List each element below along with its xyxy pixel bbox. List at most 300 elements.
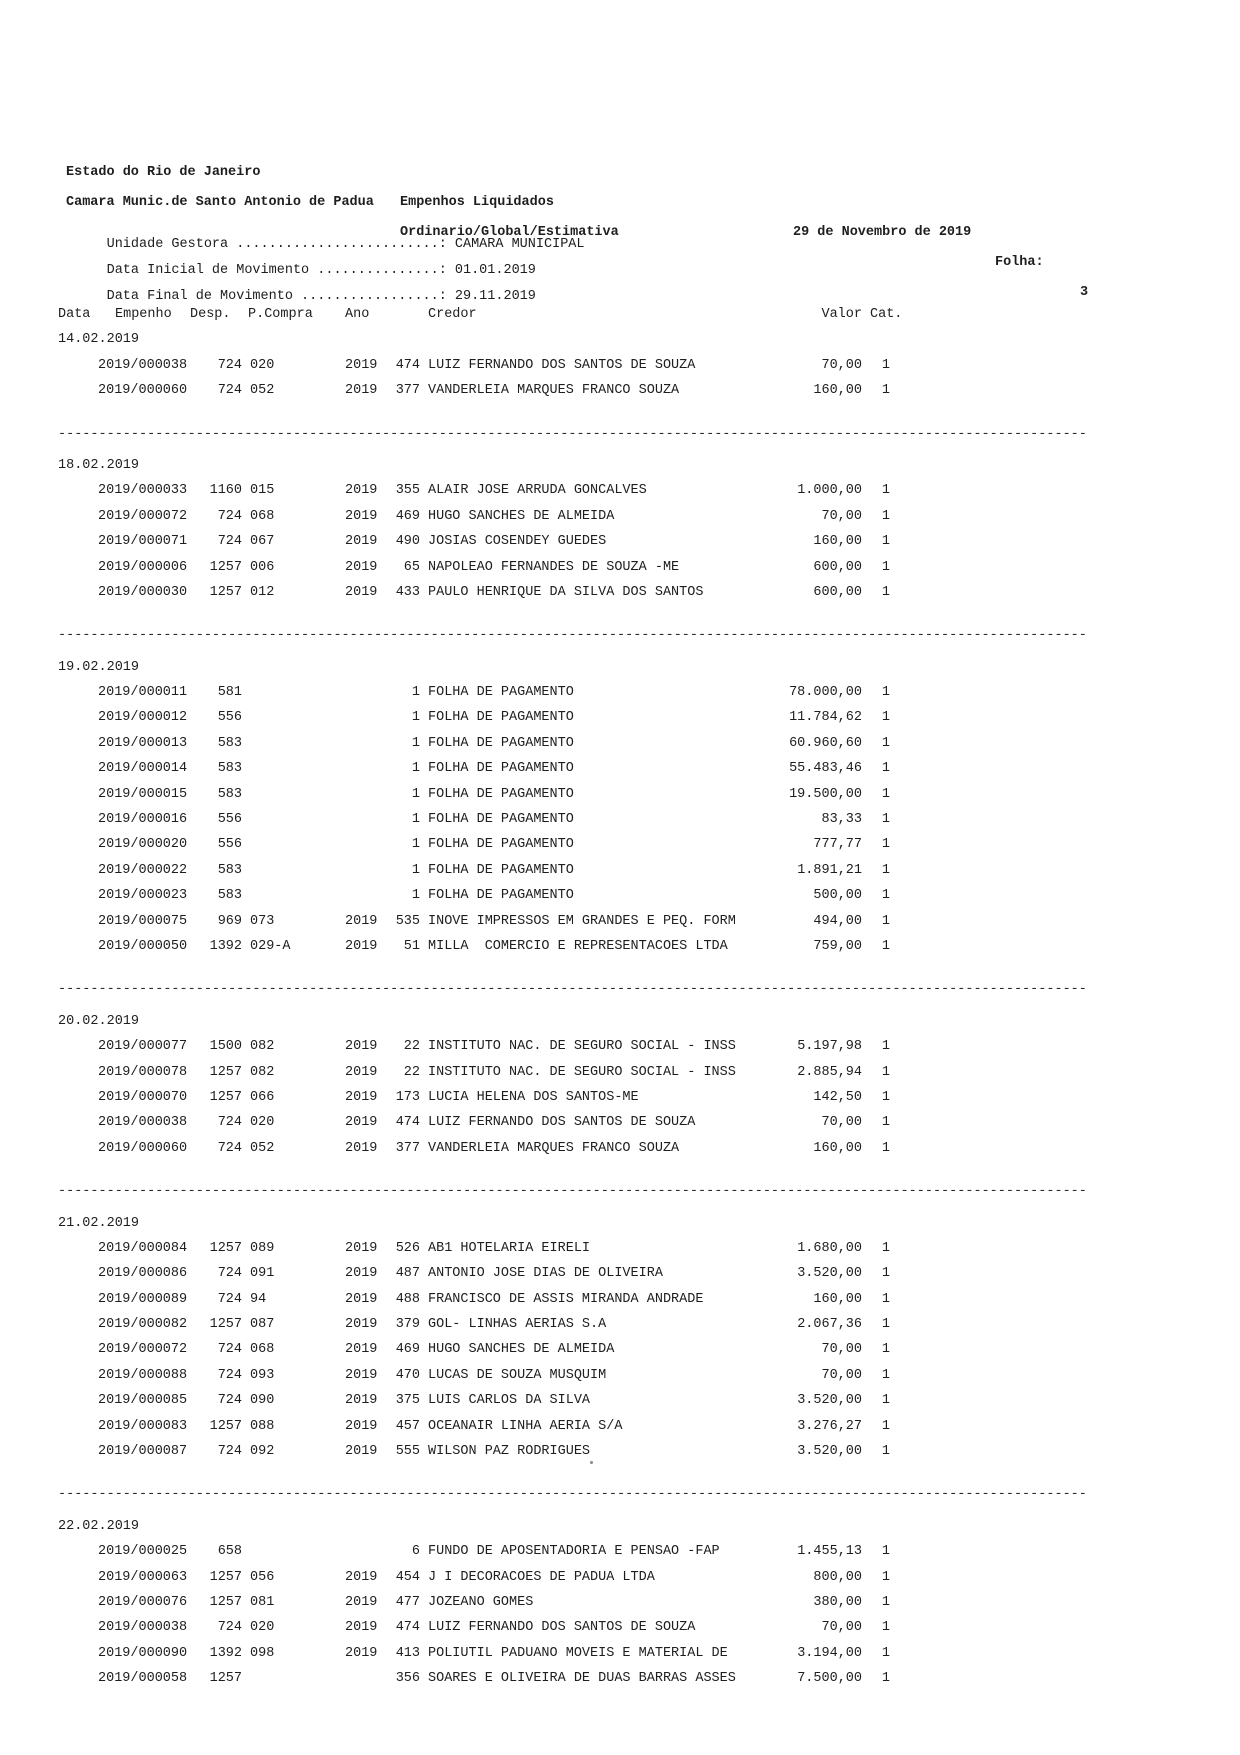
cell-valor: 1.000,00: [797, 483, 862, 499]
cell-gap: [420, 1539, 428, 1564]
cell-cat: 1: [881, 938, 890, 954]
cell-cat: 1: [881, 559, 890, 575]
cell-credor-name: OCEANAIR LINHA AERIA S/A: [428, 1418, 623, 1434]
cell-indent: [58, 555, 98, 580]
cell-credor-num: 356: [395, 1671, 420, 1687]
cell-credor-name: PAULO HENRIQUE DA SILVA DOS SANTOS: [428, 584, 704, 600]
cell-credor-name: FUNDO DE APOSENTADORIA E PENSAO -FAP: [428, 1544, 720, 1560]
cell-gap: [242, 1060, 250, 1085]
cell-gap: [242, 705, 250, 730]
cell-desp: 1160: [209, 483, 242, 499]
cell-gap: [242, 1590, 250, 1615]
cell-ano: 2019: [345, 383, 378, 399]
section-date: 20.02.2019: [58, 1013, 140, 1029]
cell-credor-num: 377: [395, 1140, 420, 1156]
cell-cat: 1: [881, 1444, 890, 1460]
cell-gap: [420, 1312, 428, 1337]
table-row: [58, 1388, 1178, 1413]
cell-empenho: 2019/000063: [98, 1569, 188, 1585]
cell-ano: 2019: [345, 584, 378, 600]
cell-gap: [420, 705, 428, 730]
cell-pcompra: [250, 705, 345, 730]
cell-valor: 70,00: [821, 1367, 862, 1383]
cell-empenho: 2019/000078: [98, 1064, 188, 1080]
cell-empenho: 2019/000084: [98, 1240, 188, 1256]
cell-desp: 969: [217, 913, 242, 929]
cell-pcompra: 090: [250, 1393, 275, 1409]
cell-valor: 3.194,00: [797, 1645, 862, 1661]
cell-cat: 1: [881, 1367, 890, 1383]
cell-cat: 1: [881, 1039, 890, 1055]
table-row: [58, 782, 1178, 807]
cell-ano: 2019: [345, 1266, 378, 1282]
cell-gap: [242, 1085, 250, 1110]
table-row: [58, 1590, 1178, 1615]
cell-indent: [58, 1287, 98, 1312]
cell-empenho: 2019/000060: [98, 383, 188, 399]
cell-pcompra: 092: [250, 1444, 275, 1460]
cell-credor-name: JOSIAS COSENDEY GUEDES: [428, 534, 607, 550]
cell-ano: 2019: [345, 1039, 378, 1055]
cell-credor-name: FOLHA DE PAGAMENTO: [428, 685, 574, 701]
cell-valor: 3.520,00: [797, 1444, 862, 1460]
cell-ano: [345, 731, 389, 756]
cell-cat: 1: [881, 1089, 890, 1105]
report-subtitle: Ordinario/Global/Estimativa: [400, 225, 619, 240]
cell-credor-num: 1: [411, 710, 420, 726]
cell-pcompra: [250, 756, 345, 781]
cell-desp: 1257: [209, 1317, 242, 1333]
cell-desp: 1392: [209, 1645, 242, 1661]
cell-gap: [242, 1439, 250, 1464]
table-row: [58, 832, 1178, 857]
cell-indent: [58, 378, 98, 403]
table-row: [58, 529, 1178, 554]
cell-gap: [242, 580, 250, 605]
table-row: [58, 807, 1178, 832]
cell-ano: 2019: [345, 1569, 378, 1585]
cell-gap: [420, 580, 428, 605]
table-row: [58, 1287, 1178, 1312]
cell-gap: [420, 1641, 428, 1666]
cell-desp: 583: [217, 735, 242, 751]
table-row: [58, 504, 1178, 529]
cell-cat: 1: [881, 812, 890, 828]
cell-gap: [420, 504, 428, 529]
cell-gap: [242, 1337, 250, 1362]
cell-ano: [345, 705, 389, 730]
table-row: [58, 1136, 1178, 1161]
cell-valor: 7.500,00: [797, 1671, 862, 1687]
cell-desp: 724: [217, 1266, 242, 1282]
cell-gap: [420, 1110, 428, 1135]
info-value: CAMARA MUNICIPAL: [454, 237, 585, 252]
cell-credor-num: 477: [395, 1594, 420, 1610]
cell-empenho: 2019/000038: [98, 1115, 188, 1131]
cell-credor-num: 474: [395, 357, 420, 373]
cell-desp: 1257: [209, 1089, 242, 1105]
cell-credor-name: WILSON PAZ RODRIGUES: [428, 1444, 591, 1460]
cell-indent: [58, 1236, 98, 1261]
section-date: 22.02.2019: [58, 1518, 140, 1534]
report-date: 29 de Novembro de 2019: [793, 225, 972, 240]
cell-gap: [420, 909, 428, 934]
cell-desp: 724: [217, 1367, 242, 1383]
cell-gap: [242, 1236, 250, 1261]
table-row: [58, 1414, 1178, 1439]
cell-credor-name: HUGO SANCHES DE ALMEIDA: [428, 508, 615, 524]
cell-cat: 1: [881, 1342, 890, 1358]
cell-empenho: 2019/000058: [98, 1671, 188, 1687]
cell-empenho: 2019/000011: [98, 685, 188, 701]
cell-indent: [58, 1060, 98, 1085]
cell-empenho: 2019/000089: [98, 1291, 188, 1307]
cell-pcompra: [250, 1539, 345, 1564]
cell-indent: [58, 731, 98, 756]
cell-credor-num: 454: [395, 1569, 420, 1585]
cell-empenho: 2019/000072: [98, 508, 188, 524]
table-row: [58, 705, 1178, 730]
cell-credor-num: 1: [411, 786, 420, 802]
cell-pcompra: 073: [250, 913, 275, 929]
cell-credor-num: 490: [395, 534, 420, 550]
cell-credor-name: FOLHA DE PAGAMENTO: [428, 888, 574, 904]
cell-ano: 2019: [345, 1444, 378, 1460]
cell-valor: 160,00: [813, 534, 862, 550]
cell-pcompra: 081: [250, 1594, 275, 1610]
cell-credor-name: LUIZ FERNANDO DOS SANTOS DE SOUZA: [428, 1115, 696, 1131]
cell-empenho: 2019/000020: [98, 837, 188, 853]
cell-gap: [242, 1136, 250, 1161]
cell-pcompra: 006: [250, 559, 275, 575]
cell-credor-name: AB1 HOTELARIA EIRELI: [428, 1240, 591, 1256]
cell-gap: [242, 858, 250, 883]
cell-ano: 2019: [345, 1393, 378, 1409]
cell-cat: 1: [881, 1671, 890, 1687]
cell-empenho: 2019/000012: [98, 710, 188, 726]
table-row: [58, 883, 1178, 908]
cell-gap: [420, 529, 428, 554]
cell-desp: 724: [217, 534, 242, 550]
cell-indent: [58, 858, 98, 883]
col-header-cat: Cat.: [870, 307, 903, 322]
cell-desp: 658: [217, 1544, 242, 1560]
cell-gap: [242, 1666, 250, 1691]
cell-valor: 800,00: [813, 1569, 862, 1585]
cell-gap: [242, 832, 250, 857]
cell-valor: 500,00: [813, 888, 862, 904]
cell-gap: [242, 680, 250, 705]
table-row: [58, 858, 1178, 883]
cell-credor-name: JOZEANO GOMES: [428, 1594, 534, 1610]
table-row: [58, 580, 1178, 605]
cell-gap: [242, 1261, 250, 1286]
cell-empenho: 2019/000050: [98, 938, 188, 954]
cell-desp: 724: [217, 1342, 242, 1358]
cell-valor: 19.500,00: [789, 786, 862, 802]
cell-valor: 3.276,27: [797, 1418, 862, 1434]
cell-gap: [242, 1539, 250, 1564]
cell-gap: [242, 756, 250, 781]
cell-valor: 70,00: [821, 508, 862, 524]
cell-desp: 1257: [209, 1064, 242, 1080]
cell-empenho: 2019/000087: [98, 1444, 188, 1460]
cell-cat: 1: [881, 1544, 890, 1560]
table-row: [58, 1236, 1178, 1261]
cell-cat: 1: [881, 710, 890, 726]
cell-desp: 724: [217, 1115, 242, 1131]
cell-cat: 1: [881, 685, 890, 701]
cell-indent: [58, 353, 98, 378]
cell-credor-num: 1: [411, 735, 420, 751]
table-row: [58, 1110, 1178, 1135]
cell-credor-name: SOARES E OLIVEIRA DE DUAS BARRAS ASSES: [428, 1671, 736, 1687]
cell-gap: [420, 934, 428, 959]
cell-empenho: 2019/000085: [98, 1393, 188, 1409]
cell-credor-num: 555: [395, 1444, 420, 1460]
cell-indent: [58, 1085, 98, 1110]
cell-cat: 1: [881, 483, 890, 499]
cell-ano: 2019: [345, 1115, 378, 1131]
cell-empenho: 2019/000014: [98, 761, 188, 777]
cell-gap: [242, 1414, 250, 1439]
cell-desp: 724: [217, 383, 242, 399]
cell-valor: 777,77: [813, 837, 862, 853]
cell-gap: [242, 504, 250, 529]
cell-gap: [420, 1136, 428, 1161]
info-label: Unidade Gestora .........................:: [106, 237, 447, 252]
cell-gap: [242, 1110, 250, 1135]
cell-gap: [242, 1565, 250, 1590]
cell-credor-num: 433: [395, 584, 420, 600]
cell-gap: [420, 680, 428, 705]
cell-pcompra: [250, 807, 345, 832]
cell-desp: 556: [217, 710, 242, 726]
cell-desp: 724: [217, 1444, 242, 1460]
cell-empenho: 2019/000072: [98, 1342, 188, 1358]
cell-pcompra: 091: [250, 1266, 275, 1282]
cell-indent: [58, 1615, 98, 1640]
cell-credor-name: POLIUTIL PADUANO MOVEIS E MATERIAL DE: [428, 1645, 728, 1661]
cell-credor-num: 377: [395, 383, 420, 399]
section-divider: -------------------------------------------------------------------------------------------------------------------------------: [58, 1487, 1087, 1503]
cell-empenho: 2019/000006: [98, 559, 188, 575]
cell-credor-name: VANDERLEIA MARQUES FRANCO SOUZA: [428, 1140, 680, 1156]
cell-desp: 724: [217, 508, 242, 524]
cell-credor-name: LUCAS DE SOUZA MUSQUIM: [428, 1367, 607, 1383]
cell-empenho: 2019/000016: [98, 812, 188, 828]
cell-gap: [242, 1388, 250, 1413]
cell-ano: 2019: [345, 1342, 378, 1358]
cell-gap: [242, 807, 250, 832]
cell-pcompra: 94: [250, 1291, 267, 1307]
cell-valor: 2.067,36: [797, 1317, 862, 1333]
cell-gap: [420, 1085, 428, 1110]
cell-credor-name: NAPOLEAO FERNANDES DE SOUZA -ME: [428, 559, 680, 575]
cell-gap: [242, 529, 250, 554]
cell-gap: [420, 353, 428, 378]
cell-cat: 1: [881, 508, 890, 524]
cell-gap: [420, 1414, 428, 1439]
cell-empenho: 2019/000088: [98, 1367, 188, 1383]
cell-valor: 3.520,00: [797, 1393, 862, 1409]
cell-valor: 70,00: [821, 1342, 862, 1358]
cell-credor-num: 535: [395, 913, 420, 929]
cell-indent: [58, 1414, 98, 1439]
cell-cat: 1: [881, 1266, 890, 1282]
cell-cat: 1: [881, 1240, 890, 1256]
date-section: [58, 1009, 1178, 1161]
cell-pcompra: 089: [250, 1240, 275, 1256]
cell-pcompra: [250, 832, 345, 857]
cell-credor-name: GOL- LINHAS AERIAS S.A: [428, 1317, 607, 1333]
cell-gap: [242, 353, 250, 378]
cell-credor-num: 1: [411, 837, 420, 853]
cell-credor-num: 22: [403, 1064, 420, 1080]
cell-indent: [58, 1439, 98, 1464]
cell-ano: 2019: [345, 1594, 378, 1610]
table-row: [58, 756, 1178, 781]
cell-pcompra: 082: [250, 1064, 275, 1080]
cell-desp: 1257: [209, 1418, 242, 1434]
cell-credor-num: 469: [395, 508, 420, 524]
cell-gap: [242, 883, 250, 908]
table-row: [58, 1337, 1178, 1362]
cell-empenho: 2019/000023: [98, 888, 188, 904]
cell-credor-name: INOVE IMPRESSOS EM GRANDES E PEQ. FORM: [428, 913, 736, 929]
cell-gap: [242, 1034, 250, 1059]
report-sections: [58, 327, 1178, 1691]
cell-empenho: 2019/000086: [98, 1266, 188, 1282]
cell-indent: [58, 1312, 98, 1337]
table-row: [58, 1034, 1178, 1059]
cell-indent: [58, 807, 98, 832]
cell-valor: 3.520,00: [797, 1266, 862, 1282]
cell-ano: [345, 782, 389, 807]
cell-valor: 1.455,13: [797, 1544, 862, 1560]
report-table: [58, 302, 1178, 1692]
cell-credor-num: 1: [411, 761, 420, 777]
cell-ano: 2019: [345, 913, 378, 929]
cell-credor-name: FOLHA DE PAGAMENTO: [428, 837, 574, 853]
table-row: [58, 378, 1178, 403]
cell-credor-num: 474: [395, 1620, 420, 1636]
cell-pcompra: 020: [250, 357, 275, 373]
cell-pcompra: 066: [250, 1089, 275, 1105]
cell-desp: 1257: [209, 1240, 242, 1256]
cell-pcompra: 068: [250, 508, 275, 524]
report-title: Empenhos Liquidados: [400, 195, 554, 210]
date-section: [58, 655, 1178, 960]
cell-credor-num: 173: [395, 1089, 420, 1105]
cell-indent: [58, 529, 98, 554]
table-row: [58, 1439, 1178, 1464]
cell-indent: [58, 1363, 98, 1388]
cell-credor-name: FOLHA DE PAGAMENTO: [428, 812, 574, 828]
cell-empenho: 2019/000022: [98, 862, 188, 878]
cell-desp: 1257: [209, 1569, 242, 1585]
cell-indent: [58, 1261, 98, 1286]
cell-empenho: 2019/000071: [98, 534, 188, 550]
cell-pcompra: [250, 883, 345, 908]
cell-valor: 60.960,60: [789, 735, 862, 751]
cell-credor-num: 6: [411, 1544, 420, 1560]
cell-gap: [420, 1261, 428, 1286]
cell-credor-num: 488: [395, 1291, 420, 1307]
cell-ano: 2019: [345, 1317, 378, 1333]
cell-gap: [242, 1641, 250, 1666]
cell-valor: 11.784,62: [789, 710, 862, 726]
cell-ano: 2019: [345, 534, 378, 550]
cell-cat: 1: [881, 1291, 890, 1307]
cell-empenho: 2019/000033: [98, 483, 188, 499]
cell-pcompra: 068: [250, 1342, 275, 1358]
cell-ano: 2019: [345, 1240, 378, 1256]
col-header-pcompra: P.Compra: [248, 307, 313, 322]
cell-valor: 160,00: [813, 1291, 862, 1307]
section-divider: -------------------------------------------------------------------------------------------------------------------------------: [58, 982, 1087, 998]
cell-ano: [345, 832, 389, 857]
cell-indent: [58, 680, 98, 705]
cell-indent: [58, 478, 98, 503]
table-row: [58, 909, 1178, 934]
date-section: [58, 327, 1178, 403]
cell-pcompra: [250, 680, 345, 705]
state-name: Estado do Rio de Janeiro: [66, 165, 261, 180]
cell-cat: 1: [881, 862, 890, 878]
cell-valor: 160,00: [813, 1140, 862, 1156]
cell-gap: [420, 1060, 428, 1085]
cell-indent: [58, 580, 98, 605]
cell-gap: [420, 555, 428, 580]
cell-ano: [345, 807, 389, 832]
cell-gap: [420, 1337, 428, 1362]
cell-desp: 556: [217, 812, 242, 828]
col-header-credor: Credor: [428, 307, 477, 322]
cell-credor-num: 526: [395, 1240, 420, 1256]
dot-artifact: [590, 1461, 593, 1464]
info-value: 29.11.2019: [454, 289, 536, 304]
cell-gap: [420, 1034, 428, 1059]
cell-indent: [58, 1110, 98, 1135]
cell-indent: [58, 1388, 98, 1413]
cell-cat: 1: [881, 1418, 890, 1434]
cell-ano: [345, 883, 389, 908]
cell-ano: 2019: [345, 1064, 378, 1080]
cell-empenho: 2019/000075: [98, 913, 188, 929]
cell-credor-name: LUCIA HELENA DOS SANTOS-ME: [428, 1089, 639, 1105]
cell-pcompra: 020: [250, 1620, 275, 1636]
cell-credor-name: LUIS CARLOS DA SILVA: [428, 1393, 591, 1409]
cell-pcompra: [250, 1666, 345, 1691]
cell-ano: 2019: [345, 1367, 378, 1383]
cell-empenho: 2019/000030: [98, 584, 188, 600]
cell-desp: 581: [217, 685, 242, 701]
cell-indent: [58, 1590, 98, 1615]
section-divider: -------------------------------------------------------------------------------------------------------------------------------: [58, 426, 1087, 442]
cell-pcompra: 052: [250, 1140, 275, 1156]
cell-desp: 556: [217, 837, 242, 853]
cell-gap: [242, 934, 250, 959]
cell-empenho: 2019/000076: [98, 1594, 188, 1610]
cell-credor-num: 457: [395, 1418, 420, 1434]
cell-credor-name: LUIZ FERNANDO DOS SANTOS DE SOUZA: [428, 357, 696, 373]
cell-empenho: 2019/000013: [98, 735, 188, 751]
date-section: [58, 1211, 1178, 1465]
cell-indent: [58, 782, 98, 807]
cell-empenho: 2019/000038: [98, 357, 188, 373]
cell-valor: 600,00: [813, 584, 862, 600]
